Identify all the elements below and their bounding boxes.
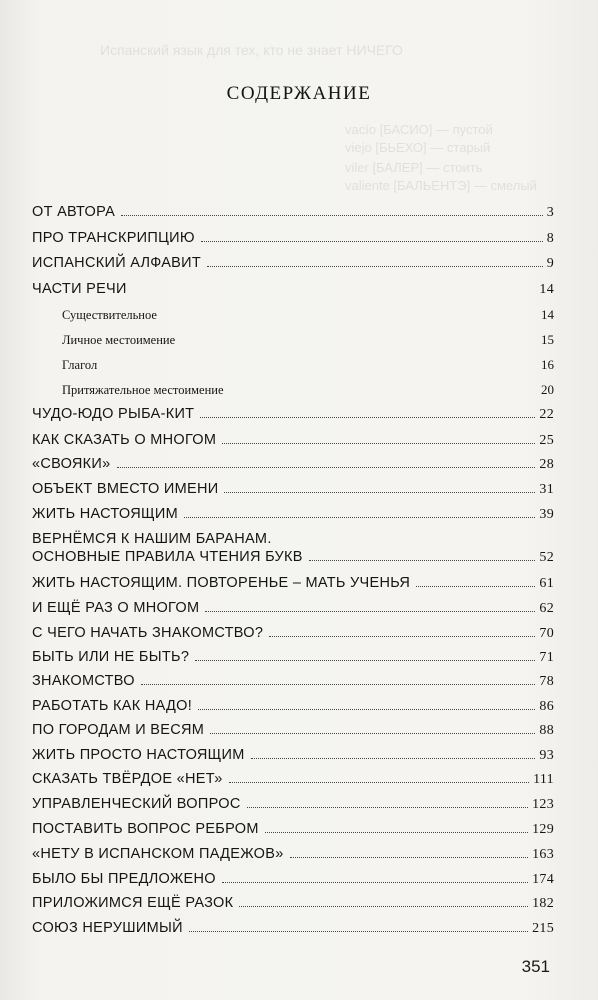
toc-page-number: 62 [539,601,554,616]
toc-entry [32,747,554,764]
page-title: СОДЕРЖАНИЕ [226,83,372,104]
toc-entry-title: БЫТЬ ИЛИ НЕ БЫТЬ? [32,649,190,665]
toc-page-number: 9 [546,256,554,271]
toc-subentry [62,332,554,348]
toc-entry-title: СОЮЗ НЕРУШИМЫЙ [32,920,183,936]
toc-entry [32,649,554,666]
toc-subentry [62,357,554,373]
toc-page-number: 70 [539,626,554,641]
toc-page-number: 163 [532,847,554,862]
toc-entry-title: «НЕТУ В ИСПАНСКОМ ПАДЕЖОВ» [32,846,284,862]
dot-leader [200,417,535,418]
toc-entry [32,895,554,912]
toc-page-number: 123 [532,797,554,812]
toc-entry-title: И ЕЩЁ РАЗ О МНОГОМ [32,600,200,616]
toc-entry-title: ЧАСТИ РЕЧИ [32,281,127,297]
toc-entry-title: БЫЛО БЫ ПРЕДЛОЖЕНО [32,871,216,887]
toc-entry [32,600,554,617]
toc-page-number: 28 [539,457,554,472]
toc-page-number: 15 [541,332,554,347]
dot-leader [201,241,543,242]
toc-entry [32,549,554,566]
dot-leader [121,215,543,216]
toc-entry-title: Существительное [62,308,157,322]
toc-page-number: 22 [539,407,554,422]
dot-leader [210,733,535,734]
dot-leader [416,586,535,587]
toc-entry [32,673,554,690]
toc-page-number: 174 [532,872,554,887]
dot-leader [309,560,536,561]
toc-page-number: 215 [532,921,554,936]
toc-page-number: 31 [539,482,554,497]
toc-entry [32,432,554,449]
dot-leader [141,684,536,685]
toc-entry-title: ПРО ТРАНСКРИПЦИЮ [32,230,195,246]
toc-entry [32,796,554,813]
toc-page-number: 86 [539,699,554,714]
toc-entry-title: ИСПАНСКИЙ АЛФАВИТ [32,255,202,271]
dot-leader [290,857,529,858]
toc-entry-title: ОТ АВТОРА [32,204,116,220]
toc-page-number: 129 [532,822,554,837]
toc-entry [32,255,554,272]
toc-page-number: 71 [539,650,554,665]
toc-page-number: 20 [541,382,554,397]
dot-leader [222,443,535,444]
dot-leader [239,906,528,907]
bleed-through-text: viejo [БЬЕХО] — старый [345,140,491,155]
dot-leader [269,636,535,637]
toc-entry [32,506,554,523]
toc-entry [32,204,554,221]
toc-entry [32,771,554,788]
toc-page-number: 8 [546,231,554,246]
toc-entry-title: ПОСТАВИТЬ ВОПРОС РЕБРОМ [32,821,259,837]
toc-entry [32,871,554,888]
bleed-through-text: viler [БАЛЕР] — стоить [345,160,483,175]
toc-page-number: 88 [539,723,554,738]
toc-entry-title: С ЧЕГО НАЧАТЬ ЗНАКОМСТВО? [32,625,264,641]
dot-leader [229,782,530,783]
dot-leader [251,758,536,759]
toc-entry [32,722,554,739]
toc-subentry [62,307,554,323]
dot-leader [222,882,528,883]
bleed-through-header: Испанский язык для тех, кто не знает НИЧЕГО [100,42,403,58]
dot-leader [207,266,543,267]
toc-entry-title: ВЕРНЁМСЯ К НАШИМ БАРАНАМ. [32,531,272,547]
toc-page-number: 3 [546,205,554,220]
dot-leader [117,467,536,468]
dot-leader [205,611,535,612]
toc-entry-title: ПО ГОРОДАМ И ВЕСЯМ [32,722,205,738]
toc-page-number: 39 [539,507,554,522]
toc-entry [32,625,554,642]
toc-entry-title: ОСНОВНЫЕ ПРАВИЛА ЧТЕНИЯ БУКВ [32,549,303,565]
toc-subentry [62,382,554,398]
toc-entry-title: ЖИТЬ НАСТОЯЩИМ. ПОВТОРЕНЬЕ – МАТЬ УЧЕНЬЯ [32,575,411,591]
toc-entry-title: ПРИЛОЖИМСЯ ЕЩЁ РАЗОК [32,895,234,911]
toc-entry-title: ЧУДО-ЮДО РЫБА-КИТ [32,406,195,422]
toc-page-number: 61 [539,576,554,591]
toc-page-number: 16 [541,357,554,372]
toc-page-number: 14 [539,282,554,297]
toc-entry-title: Личное местоимение [62,333,176,347]
toc-entry [32,531,554,547]
toc-page-number: 14 [541,307,554,322]
toc-entry [32,821,554,838]
toc-entry-title: Глагол [62,358,98,372]
toc-page-number: 111 [533,772,554,787]
dot-leader [195,660,535,661]
toc-page-number: 52 [539,550,554,565]
toc-entry [32,846,554,863]
toc-entry [32,230,554,247]
toc-entry-title: ЖИТЬ ПРОСТО НАСТОЯЩИМ [32,747,245,763]
dot-leader [184,517,535,518]
bleed-through-text: vacío [БАСИО] — пустой [345,122,493,137]
toc-entry-title: ОБЪЕКТ ВМЕСТО ИМЕНИ [32,481,219,497]
toc-page-number: 78 [539,674,554,689]
toc-entry [32,481,554,498]
toc-entry [32,281,554,298]
dot-leader [198,709,535,710]
dot-leader [224,492,535,493]
toc-entry [32,575,554,592]
page-number: 351 [521,957,550,976]
toc-entry [32,456,554,473]
toc-entry-title: КАК СКАЗАТЬ О МНОГОМ [32,432,217,448]
toc-entry-title: ЗНАКОМСТВО [32,673,135,689]
dot-leader [189,931,528,932]
toc-entry-title: УПРАВЛЕНЧЕСКИЙ ВОПРОС [32,796,241,812]
toc-entry-title: «СВОЯКИ» [32,456,111,472]
toc-entry-title: ЖИТЬ НАСТОЯЩИМ [32,506,178,522]
toc-entry-title: Притяжательное местоимение [62,383,224,397]
toc-page-number: 182 [532,896,554,911]
toc-entry-title: РАБОТАТЬ КАК НАДО! [32,698,193,714]
dot-leader [265,832,528,833]
toc-entry-title: СКАЗАТЬ ТВЁРДОЕ «НЕТ» [32,771,223,787]
dot-leader [247,807,529,808]
toc-entry [32,698,554,715]
toc-page-number: 25 [539,433,554,448]
bleed-through-text: valiente [БАЛЬЕНТЭ] — смелый [345,178,537,193]
toc-entry [32,406,554,423]
toc-page-number: 93 [539,748,554,763]
toc-entry [32,920,554,937]
